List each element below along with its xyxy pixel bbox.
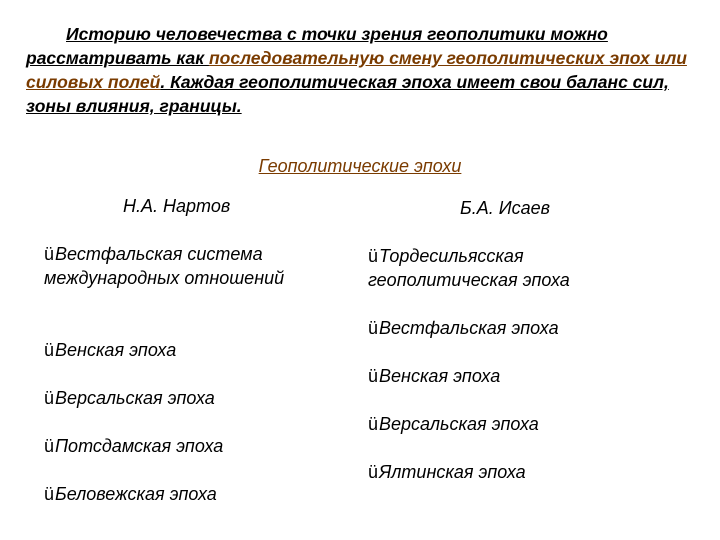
- right-list-item: [368, 412, 539, 436]
- checkmark-icon: ü: [368, 318, 379, 338]
- checkmark-icon: ü: [44, 388, 55, 408]
- section-title: Геополитические эпохи: [258, 156, 462, 176]
- intro-text-start: Историю человечества с точки зрения геополитики можно рассматривать как: [26, 24, 608, 68]
- checkmark-icon: ü: [44, 436, 55, 456]
- right-item-text: Вестфальская эпоха: [379, 318, 559, 338]
- intro-text-highlight: последовательную смену геополитических эпох или силовых полей: [26, 48, 687, 92]
- intro-paragraph: [26, 22, 696, 118]
- left-item-text: Вестфальская система международных отношений: [44, 244, 285, 288]
- checkmark-icon: ü: [44, 244, 55, 264]
- right-list-item: [368, 364, 500, 388]
- right-item-text: Версальская эпоха: [379, 414, 539, 434]
- right-item-text: Венская эпоха: [379, 366, 501, 386]
- left-list-item: [44, 434, 223, 458]
- left-item-text: Беловежская эпоха: [55, 484, 217, 504]
- left-item-text: Венская эпоха: [55, 340, 177, 360]
- checkmark-icon: ü: [368, 414, 379, 434]
- right-list-item: [368, 244, 668, 292]
- right-item-text: Тордесильясская геополитическая эпоха: [368, 246, 570, 290]
- left-list-item: [44, 338, 176, 362]
- left-list-item: [44, 482, 217, 506]
- left-item-text: Потсдамская эпоха: [55, 436, 224, 456]
- left-column-author: Н.А. Нартов: [123, 196, 231, 216]
- left-item-text: Версальская эпоха: [55, 388, 215, 408]
- right-item-text: Ялтинская эпоха: [379, 462, 526, 482]
- right-list-item: [368, 316, 559, 340]
- right-column-author: Б.А. Исаев: [460, 198, 551, 218]
- left-list-item: [44, 242, 324, 290]
- checkmark-icon: ü: [44, 484, 55, 504]
- checkmark-icon: ü: [368, 246, 379, 266]
- checkmark-icon: ü: [44, 340, 55, 360]
- intro-text-end: . Каждая геополитическая эпоха имеет свои баланс сил, зоны влияния, границы.: [26, 72, 669, 116]
- checkmark-icon: ü: [368, 462, 379, 482]
- right-list-item: [368, 460, 526, 484]
- checkmark-icon: ü: [368, 366, 379, 386]
- left-list-item: [44, 386, 215, 410]
